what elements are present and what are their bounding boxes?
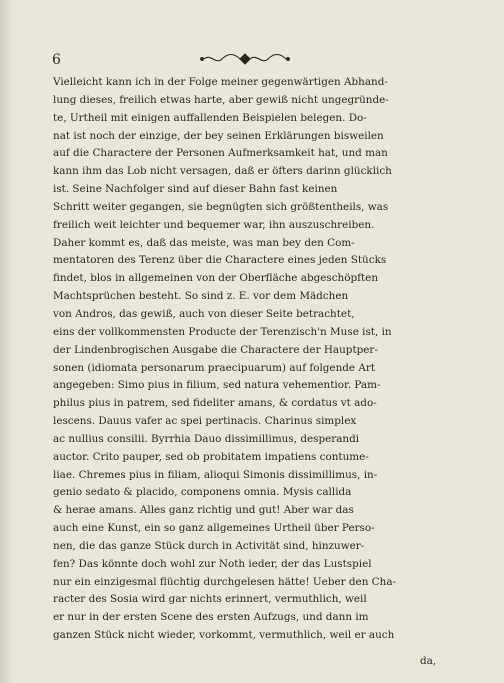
text-line: & herae amans. Alles ganz richtig und gut! Aber war das: [53, 504, 354, 517]
text-line: eins der vollkommensten Producte der Terenzisch'n Muse ist, in: [53, 325, 392, 338]
text-line: genio sedato & placido, componens omnia. Mysis callida: [53, 486, 352, 499]
text-line: fen? Das könnte doch wohl zur Noth ieder, der das Lustspiel: [53, 557, 372, 570]
text-line: nur ein einzigesmal flüchtig durchgelesen hätte! Ueber den Cha-: [53, 575, 397, 588]
text-line: Schritt weiter gegangen, sie begnügten sich größtentheils, was: [53, 200, 389, 213]
text-line: lung dieses, freilich etwas harte, aber gewiß nicht ungegründe-: [53, 93, 389, 106]
text-line: mentatoren des Terenz über die Charactere eines jeden Stücks: [53, 254, 387, 267]
text-line: von Andros, das gewiß, auch von dieser Seite betrachtet,: [53, 307, 355, 320]
text-line: nen, die das ganze Stück durch in Activität sind, hinzuwer-: [53, 539, 365, 552]
text-line: racter des Sosia wird gar nichts erinnert, vermuthlich, weil: [53, 593, 367, 606]
text-line: der Lindenbrogischen Ausgabe die Charactere der Hauptper-: [53, 343, 378, 356]
text-line: ganzen Stück nicht wieder, vorkommt, vermuthlich, weil er auch: [53, 629, 395, 642]
text-line: sonen (idiomata personarum praecipuarum) auf folgende Art: [53, 361, 376, 374]
text-line: ac nullius consilii. Byrrhia Dauo dissimillimus, desperandi: [53, 432, 360, 445]
text-line: findet, blos in allgemeinen von der Oberfläche abgeschöpften: [53, 272, 379, 285]
text-line: auf die Charactere der Personen Aufmerksamkeit hat, und man: [53, 147, 388, 160]
text-line: nat ist noch der einzige, der bey seinen Erklärungen bisweilen: [53, 129, 384, 142]
catchword: da,: [420, 655, 437, 667]
body-text: [53, 74, 448, 645]
text-line: kann ihm das Lob nicht versagen, daß er öfters darinn glücklich: [53, 165, 392, 178]
text-line: er nur in der ersten Scene des ersten Aufzugs, und dann im: [53, 611, 369, 624]
text-line: liae. Chremes pius in filiam, alioqui Simonis dissimillimus, in-: [53, 468, 378, 481]
text-line: auctor. Crito pauper, sed ob probitatem impatiens contume-: [53, 450, 369, 463]
text-line: ist. Seine Nachfolger sind auf dieser Bahn fast keinen: [53, 183, 338, 196]
page-fold-shadow: [0, 0, 14, 683]
text-line: te, Urtheil mit einigen auffallenden Beispielen belegen. Do-: [53, 111, 367, 124]
text-line: Vielleicht kann ich in der Folge meiner gegenwärtigen Abhand-: [53, 76, 388, 88]
text-line: freilich weit leichter und bequemer war, ihn auszuschreiben.: [53, 218, 375, 231]
ornament-divider-icon: [200, 51, 290, 67]
text-line: lescens. Dauus vafer ac spei pertinacis. Charinus simplex: [53, 415, 357, 428]
text-line: Daher kommt es, daß das meiste, was man bey den Com-: [53, 236, 355, 249]
text-line: auch eine Kunst, ein so ganz allgemeines Urtheil über Perso-: [53, 522, 375, 535]
text-line: Machtsprüchen besteht. So sind z. E. vor dem Mädchen: [53, 290, 349, 303]
text-line: angegeben: Simo pius in filium, sed natura vehementior. Pam-: [53, 379, 381, 392]
text-line: philus pius in patrem, sed fideliter amans, & cordatus vt ado-: [53, 397, 377, 410]
page-number: 6: [52, 52, 61, 68]
